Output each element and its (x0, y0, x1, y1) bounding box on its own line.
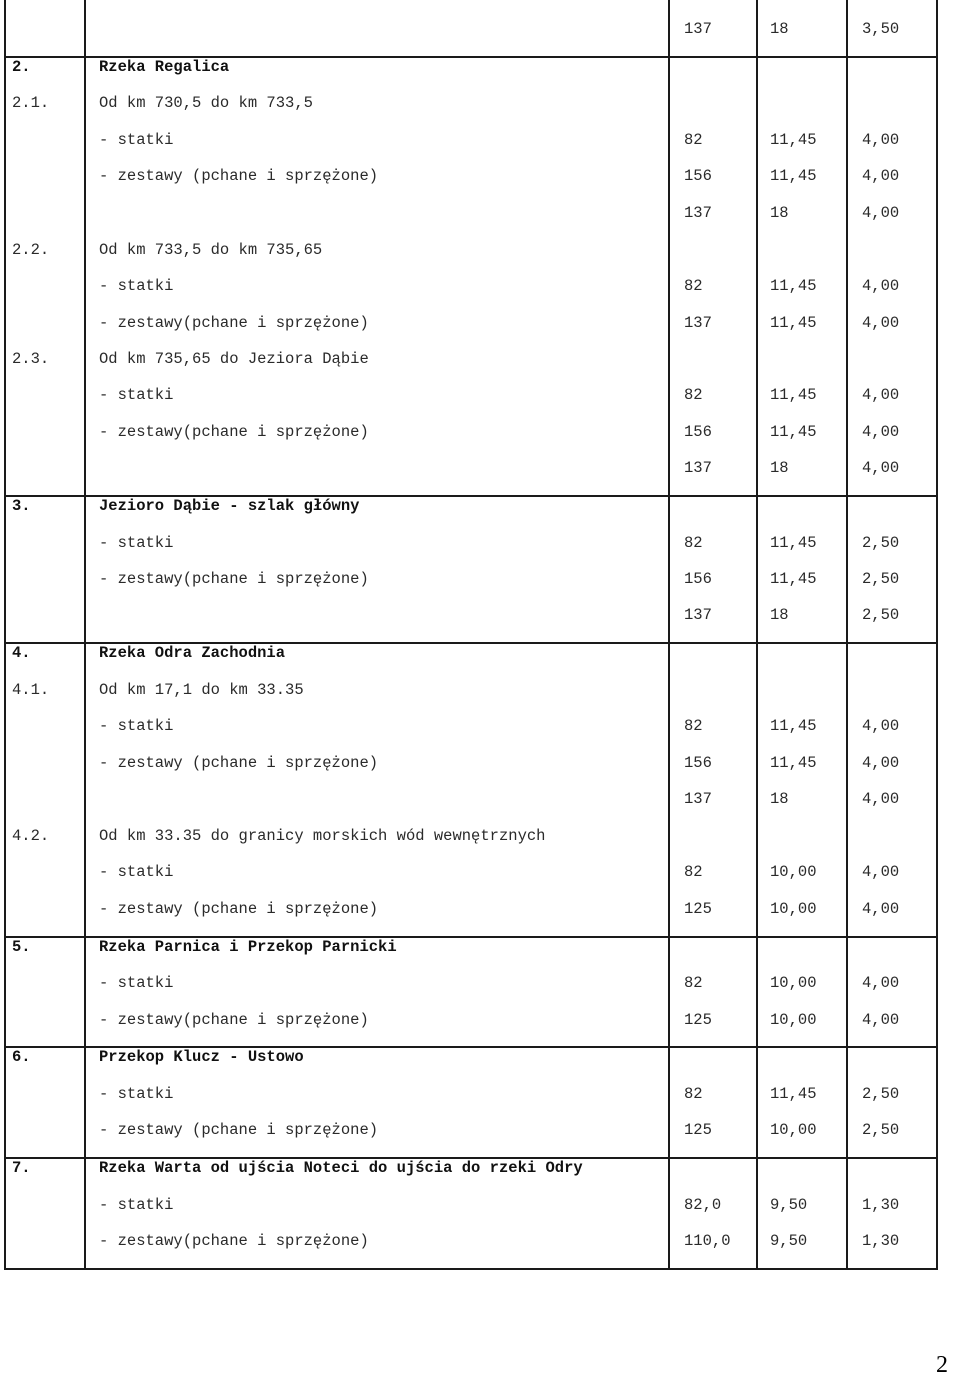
value-col2: 18 (770, 790, 789, 808)
value-col3: 4,00 (862, 204, 900, 222)
table-row (0, 533, 960, 553)
row-number: 4. (12, 644, 31, 662)
row-label: - statki (99, 386, 174, 404)
table-row (0, 1158, 960, 1178)
value-col2: 10,00 (770, 900, 817, 918)
row-label: - zestawy(pchane i sprzężone) (99, 1232, 369, 1250)
table-row (0, 203, 960, 223)
table-row (0, 313, 960, 333)
value-col3: 4,00 (862, 1011, 900, 1029)
table-row (0, 899, 960, 919)
value-col1: 137 (684, 314, 712, 332)
value-col3: 4,00 (862, 717, 900, 735)
table-divider-col3 (846, 0, 848, 1270)
value-col1: 137 (684, 606, 712, 624)
value-col2: 11,45 (770, 534, 817, 552)
value-col1: 82 (684, 277, 703, 295)
row-label: Od km 733,5 do km 735,65 (99, 241, 323, 259)
value-col2: 11,45 (770, 754, 817, 772)
table-row (0, 1010, 960, 1030)
table-row (0, 1195, 960, 1215)
table-row (0, 458, 960, 478)
row-number: 2.3. (12, 350, 50, 368)
row-label: Rzeka Warta od ujścia Noteci do ujścia do rzeki Odry (99, 1159, 583, 1177)
row-label: - statki (99, 863, 174, 881)
row-label: - statki (99, 717, 174, 735)
table-row (0, 1047, 960, 1067)
row-label: - statki (99, 534, 174, 552)
value-col1: 125 (684, 1011, 712, 1029)
table-row (0, 937, 960, 957)
row-label: Jezioro Dąbie - szlak główny (99, 497, 360, 515)
value-col1: 156 (684, 570, 712, 588)
value-col1: 82 (684, 1085, 703, 1103)
table-row (0, 240, 960, 260)
row-label: Rzeka Parnica i Przekop Parnicki (99, 938, 397, 956)
row-label: Rzeka Odra Zachodnia (99, 644, 286, 662)
value-col3: 4,00 (862, 754, 900, 772)
value-col1: 137 (684, 790, 712, 808)
value-col2: 11,45 (770, 314, 817, 332)
value-col2: 11,45 (770, 717, 817, 735)
value-col3: 2,50 (862, 534, 900, 552)
value-col3: 4,00 (862, 167, 900, 185)
table-row (0, 789, 960, 809)
value-col1: 82 (684, 717, 703, 735)
value-col2: 9,50 (770, 1196, 808, 1214)
row-number: 2.2. (12, 241, 50, 259)
table-row (0, 826, 960, 846)
value-col1: 156 (684, 167, 712, 185)
value-col1: 110,0 (684, 1232, 731, 1250)
page-number: 2 (936, 1352, 948, 1378)
table-row (0, 569, 960, 589)
value-col3: 4,00 (862, 974, 900, 992)
table-row (0, 496, 960, 516)
row-label: Rzeka Regalica (99, 58, 230, 76)
row-label: - zestawy(pchane i sprzężone) (99, 423, 369, 441)
value-col1: 82 (684, 131, 703, 149)
table-row (0, 130, 960, 150)
value-col1: 156 (684, 423, 712, 441)
row-label: - zestawy(pchane i sprzężone) (99, 314, 369, 332)
value-col2: 10,00 (770, 1011, 817, 1029)
value-col1: 82 (684, 386, 703, 404)
row-label: - zestawy (pchane i sprzężone) (99, 1121, 379, 1139)
row-number: 4.1. (12, 681, 50, 699)
row-number: 4.2. (12, 827, 50, 845)
value-col2: 18 (770, 459, 789, 477)
row-label: Od km 17,1 do km 33.35 (99, 681, 304, 699)
value-col3: 2,50 (862, 1121, 900, 1139)
value-col1: 125 (684, 900, 712, 918)
table-row (0, 716, 960, 736)
table-border-left (4, 0, 6, 1270)
value-col2: 11,45 (770, 167, 817, 185)
value-col3: 1,30 (862, 1196, 900, 1214)
row-number: 7. (12, 1159, 31, 1177)
value-col3: 3,50 (862, 20, 900, 38)
row-label: - zestawy (pchane i sprzężone) (99, 754, 379, 772)
value-col1: 125 (684, 1121, 712, 1139)
table-row (0, 385, 960, 405)
row-label: - zestawy (pchane i sprzężone) (99, 900, 379, 918)
value-col2: 18 (770, 20, 789, 38)
row-label: Od km 33.35 do granicy morskich wód wewnętrznych (99, 827, 546, 845)
row-label: - statki (99, 131, 174, 149)
row-number: 2.1. (12, 94, 50, 112)
value-col3: 4,00 (862, 423, 900, 441)
table-row (0, 166, 960, 186)
table-row (0, 753, 960, 773)
value-col2: 11,45 (770, 1085, 817, 1103)
row-number: 2. (12, 58, 31, 76)
value-col1: 82 (684, 534, 703, 552)
table-row (0, 57, 960, 77)
table-row (0, 643, 960, 663)
value-col3: 2,50 (862, 570, 900, 588)
table-divider-label (84, 0, 86, 1270)
value-col3: 4,00 (862, 863, 900, 881)
table-row (0, 1231, 960, 1251)
value-col3: 2,50 (862, 1085, 900, 1103)
value-col3: 4,00 (862, 386, 900, 404)
value-col1: 82,0 (684, 1196, 722, 1214)
value-col1: 137 (684, 459, 712, 477)
value-col3: 4,00 (862, 900, 900, 918)
value-col3: 2,50 (862, 606, 900, 624)
value-col3: 4,00 (862, 790, 900, 808)
value-col3: 4,00 (862, 459, 900, 477)
row-label: Od km 735,65 do Jeziora Dąbie (99, 350, 369, 368)
row-label: Od km 730,5 do km 733,5 (99, 94, 313, 112)
row-label: - statki (99, 974, 174, 992)
row-label: - statki (99, 1196, 174, 1214)
value-col1: 156 (684, 754, 712, 772)
value-col2: 11,45 (770, 277, 817, 295)
value-col2: 9,50 (770, 1232, 808, 1250)
table-row (0, 19, 960, 39)
value-col1: 137 (684, 204, 712, 222)
table-row (0, 862, 960, 882)
value-col2: 10,00 (770, 974, 817, 992)
table-border-right (936, 0, 938, 1270)
value-col3: 4,00 (862, 314, 900, 332)
table-row (0, 605, 960, 625)
row-number: 6. (12, 1048, 31, 1066)
row-number: 3. (12, 497, 31, 515)
table-row (0, 93, 960, 113)
table-row (0, 973, 960, 993)
row-label: - zestawy(pchane i sprzężone) (99, 570, 369, 588)
value-col2: 11,45 (770, 423, 817, 441)
row-label: - zestawy (pchane i sprzężone) (99, 167, 379, 185)
table-row (0, 349, 960, 369)
row-label: - statki (99, 1085, 174, 1103)
value-col2: 10,00 (770, 863, 817, 881)
table-row (0, 276, 960, 296)
value-col1: 82 (684, 863, 703, 881)
table-bottom-border (4, 1268, 938, 1270)
value-col1: 82 (684, 974, 703, 992)
table-divider-col2 (756, 0, 758, 1270)
row-number: 5. (12, 938, 31, 956)
table-row (0, 422, 960, 442)
row-label: - zestawy(pchane i sprzężone) (99, 1011, 369, 1029)
value-col3: 4,00 (862, 131, 900, 149)
table-divider-col1 (668, 0, 670, 1270)
value-col3: 1,30 (862, 1232, 900, 1250)
value-col2: 18 (770, 606, 789, 624)
table-row (0, 680, 960, 700)
table-row (0, 1084, 960, 1104)
value-col2: 18 (770, 204, 789, 222)
value-col2: 11,45 (770, 386, 817, 404)
value-col2: 11,45 (770, 570, 817, 588)
row-label: Przekop Klucz - Ustowo (99, 1048, 304, 1066)
row-label: - statki (99, 277, 174, 295)
value-col1: 137 (684, 20, 712, 38)
table-row (0, 1120, 960, 1140)
value-col3: 4,00 (862, 277, 900, 295)
value-col2: 11,45 (770, 131, 817, 149)
value-col2: 10,00 (770, 1121, 817, 1139)
